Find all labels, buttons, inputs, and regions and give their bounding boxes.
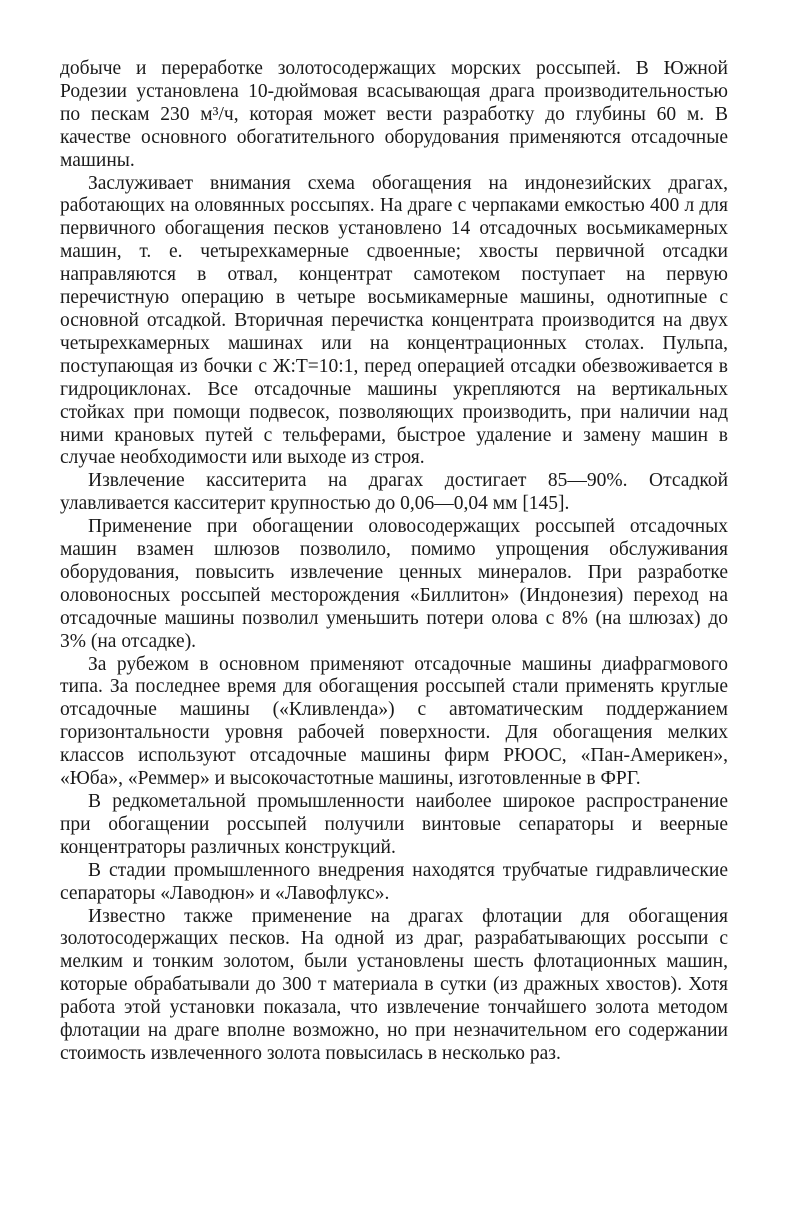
paragraph-1: добыче и переработке золотосодержащих морских россыпей. В Южной Родезии установлена 10-дюймовая всасывающая драга производительностью по пескам 230 м³/ч, которая может вести разработку до глубины 60 м. В качестве основного обогатительного оборудования применяются отсадочные машины.: [60, 58, 728, 171]
paragraph-8: Известно также применение на драгах флотации для обогащения золотосодержащих песков. На одной из драг, разрабатывающих россыпи с мелким и тонким золотом, были установлены шесть флотационных машин, которые обрабатывали до 300 т материала в сутки (из дражных хвостов). Хотя работа этой установки показала, что извлечение тончайшего золота методом флотации на драге вполне возможно, но при незначительном его содержании стоимость извлеченного золота повысилась в несколько раз.: [60, 905, 728, 1064]
paragraph-6: В редкометальной промышленности наиболее широкое распространение при обогащении россыпей получили винтовые сепараторы и веерные концентраторы различных конструкций.: [60, 791, 728, 858]
paragraph-4: Применение при обогащении оловосодержащих россыпей отсадочных машин взамен шлюзов позволило, помимо упрощения обслуживания оборудования, повысить извлечение ценных минералов. При разработке оловоносных россыпей месторождения «Биллитон» (Индонезия) переход на отсадочные машины позволил уменьшить потери олова с 8% (на шлюзах) до 3% (на отсадке).: [60, 516, 728, 652]
paragraph-7: В стадии промышленного внедрения находятся трубчатые гидравлические сепараторы «Лаводюн» и «Лавофлукс».: [60, 859, 728, 904]
body-text: [60, 58, 728, 1066]
paragraph-5: За рубежом в основном применяют отсадочные машины диафрагмового типа. За последнее время для обогащения россыпей стали применять круглые отсадочные машины («Кливленда») с автоматическим поддержанием горизонтальности уровня рабочей поверхности. Для обогащения мелких классов используют отсадочные машины фирм РЮОС, «Пан-Америкен», «Юба», «Реммер» и высокочастотные машины, изготовленные в ФРГ.: [60, 653, 728, 790]
paragraph-2: Заслуживает внимания схема обогащения на индонезийских драгах, работающих на оловянных россыпях. На драге с черпаками емкостью 400 л для первичного обогащения песков установлено 14 отсадочных восьмикамерных машин, т. е. четырехкамерные сдвоенные; хвосты первичной отсадки направляются в отвал, концентрат самотеком поступает на первую перечистную операцию в четыре восьмикамерные машины, однотипные с основной отсадкой. Вторичная перечистка концентрата производится на двух четырехкамерных машинах или на концентрационных столах. Пульпа, поступающая из бочки с Ж:Т=10:1, перед операцией отсадки обезвоживается в гидроциклонах. Все отсадочные машины укрепляются на вертикальных стойках при помощи подвесок, позволяющих производить, при наличии над ними крановых путей с тельферами, быстрое удаление и замену машин в случае необходимости или выходе из строя.: [60, 172, 728, 469]
paragraph-3: Извлечение касситерита на драгах достигает 85—90%. Отсадкой улавливается касситерит крупностью до 0,06—0,04 мм [145].: [60, 470, 728, 515]
